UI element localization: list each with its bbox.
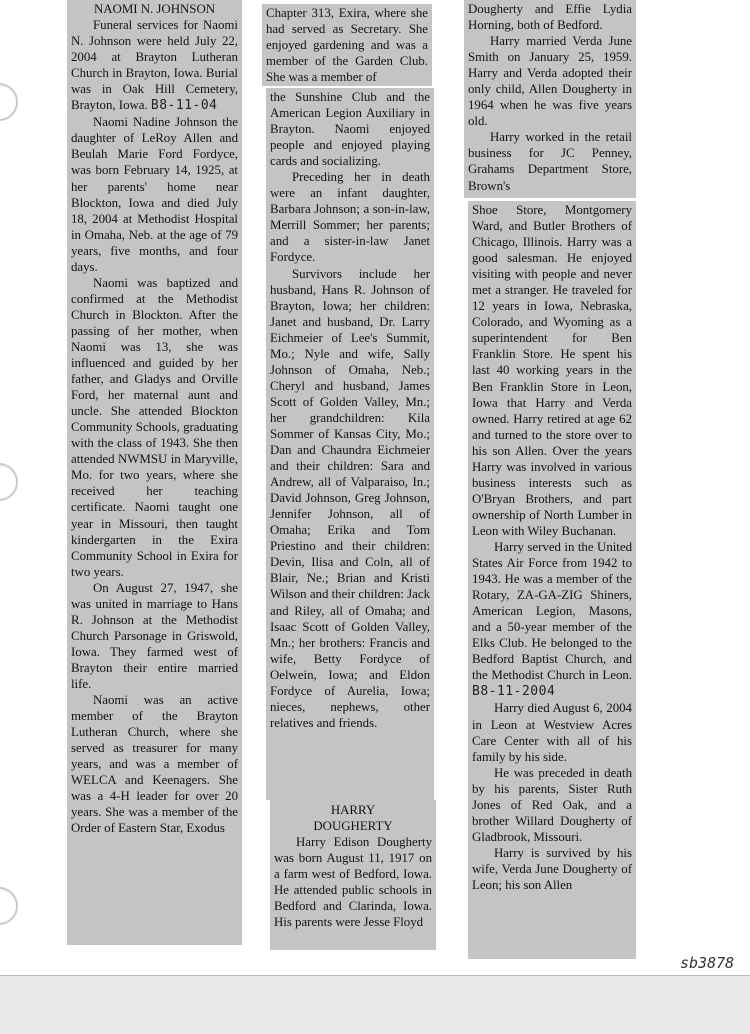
obituary-title-naomi: NAOMI N. JOHNSON — [93, 2, 216, 16]
binder-hole-top — [0, 83, 18, 121]
paragraph: Naomi was baptized and confirmed at the Methodist Church in Blockton. After the passing of her mother, when Naomi was 13, she was influenced and guided by her father, and Gladys and Orville Ford, her maternal aunt and uncle. She attended Blockton Community Schools, graduating with the class of 1943. She then attended NWMSU in Maryville, Mo. for two years, where she received her teaching certificate. Naomi taught one year in Missouri, then taught kindergarten in the Exira Community School in Exira for two years. — [71, 275, 238, 579]
clipping-naomi-continued-top — [262, 4, 432, 86]
handwritten-date: B8-11-2004 — [472, 684, 556, 700]
scan-id-label: sb3878 — [680, 954, 735, 972]
clipping-harry-dougherty — [270, 800, 436, 950]
paragraph: Naomi was an active member of the Brayton Lutheran Church, where she served as treasurer for many years, and was a member of WELCA and Keenagers. She was a 4-H leader for over 20 years. She was a member of the Order of Eastern Star, Exodus — [71, 693, 238, 836]
clipping-harry-continued — [468, 201, 636, 959]
paragraph: He was preceded in death by his parents, Sister Ruth Jones of Red Oak, and a brother Willard Dougherty of Gladbrook, Missouri. — [472, 765, 632, 844]
paragraph: Harry worked in the retail business for JC Penney, Grahams Department Store, Brown's — [468, 130, 632, 193]
paragraph: Harry Edison Dougherty was born August 11, 1917 on a farm west of Bedford, Iowa. He attended public schools in Bedford and Clarinda, Iowa. His parents were Jesse Floyd — [274, 835, 432, 930]
paragraph: Naomi Nadine Johnson the daughter of LeRoy Allen and Beulah Marie Ford Fordyce, was born February 14, 1925, at her parents' home near Blockton, Iowa and died July 18, 2004 at Methodist Hospital in Omaha, Neb. at the age of 79 years, five months, and four days. — [71, 115, 238, 274]
paragraph: Preceding her in death were an infant daughter, Barbara Johnson; a son-in-law, Merrill Sommer; her parents; and a sister-in-law Janet Fordyce. — [270, 170, 430, 265]
obituary-title-harry-line1: HARRY — [330, 803, 376, 817]
scanner-bed-margin — [0, 975, 750, 1034]
paragraph: Survivors include her husband, Hans R. Johnson of Brayton, Iowa; her children: Janet and husband, Dr. Larry Eichmeier of Lee's Summit, Mo.; Nyle and wife, Sally Johnson of Omaha, Neb.; Cheryl and husband, James Scott of Golden Valley, Mn.; her grandchildren: Kila Sommer of Kansas City, Mo.; Dan and Chaundra Eichmeier and their children: Sara and Andrew, all of Valparaiso, In.; David Johnson, Greg Johnson, Jennifer Johnson, all of Omaha; Erika and Tom Priestino and their children: Devin, Ilisa and Coln, all of Blair, Ne.; Brian and Kristi Wilson and their children: Jack and Riley, all of Omaha; and Isaac Scott of Golden Valley, Mn.; her brothers: Francis and wife, Betty Fordyce of Oelwein, Iowa; and Eldon Fordyce of Aurelia, Iowa; nieces, nephews, other relatives and friends. — [270, 266, 430, 730]
clipping-naomi-continued — [266, 88, 434, 800]
paragraph: Harry died August 6, 2004 in Leon at Westview Acres Care Center with all of his family by his side. — [472, 701, 632, 764]
binder-hole-middle — [0, 463, 18, 501]
paragraph: On August 27, 1947, she was united in marriage to Hans R. Johnson at the Methodist Church Parsonage in Griswold, Iowa. They farmed west of Brayton their entire married life. — [71, 580, 238, 691]
paragraph: Chapter 313, Exira, where she had served as Secretary. She enjoyed gardening and was a member of the Garden Club. She was a member of — [266, 6, 428, 85]
paragraph: the Sunshine Club and the American Legion Auxiliary in Brayton. Naomi enjoyed people and enjoyed playing cards and socializing. — [270, 90, 430, 169]
binder-hole-bottom — [0, 887, 18, 925]
obituary-title-harry-line2: DOUGHERTY — [313, 819, 393, 834]
paragraph: Funeral services for Naomi N. Johnson were held July 22, 2004 at Brayton Lutheran Church in Brayton, Iowa. Burial was in Oak Hill Cemetery, Brayton, Iowa. B8-11-04 — [71, 18, 238, 114]
paragraph: Harry is survived by his wife, Verda June Dougherty of Leon; his son Allen — [472, 845, 632, 892]
paragraph: Dougherty and Effie Lydia Horning, both of Bedford. — [468, 2, 632, 33]
paragraph: Harry married Verda June Smith on January 25, 1959. Harry and Verda adopted their only child, Allen Dougherty in 1964 when he was five years old. — [468, 34, 632, 129]
paragraph: Harry served in the United States Air Force from 1942 to 1943. He was a member of the Rotary, ZA-GA-ZIG Shiners, American Legion, Masons, and a 50-year member of the Elks Club. He belonged to the Bedford Baptist Church, and the Methodist Church in Leon. B8-11-2004 — [472, 539, 632, 700]
handwritten-date: B8-11-04 — [150, 98, 218, 114]
paragraph: Shoe Store, Montgomery Ward, and Butler Brothers of Chicago, Illinois. Harry was a good salesman. He enjoyed visiting with people and never met a stranger. He traveled for 12 years in Iowa, Nebraska, Colorado, and Wyoming as a superintendent for Ben Franklin Store. He spent his last 40 working years in the Ben Franklin Store in Leon, Iowa that Harry and Verda owned. Harry retired at age 62 and turned to the store over to his son Allen. Over the years Harry was involved in various business interests such as O'Bryan Brothers, and part ownership of North Lumber in Leon with Wiley Buchanan. — [472, 203, 632, 538]
clipping-harry-continued-top — [464, 0, 636, 198]
clipping-naomi-johnson — [67, 0, 242, 945]
